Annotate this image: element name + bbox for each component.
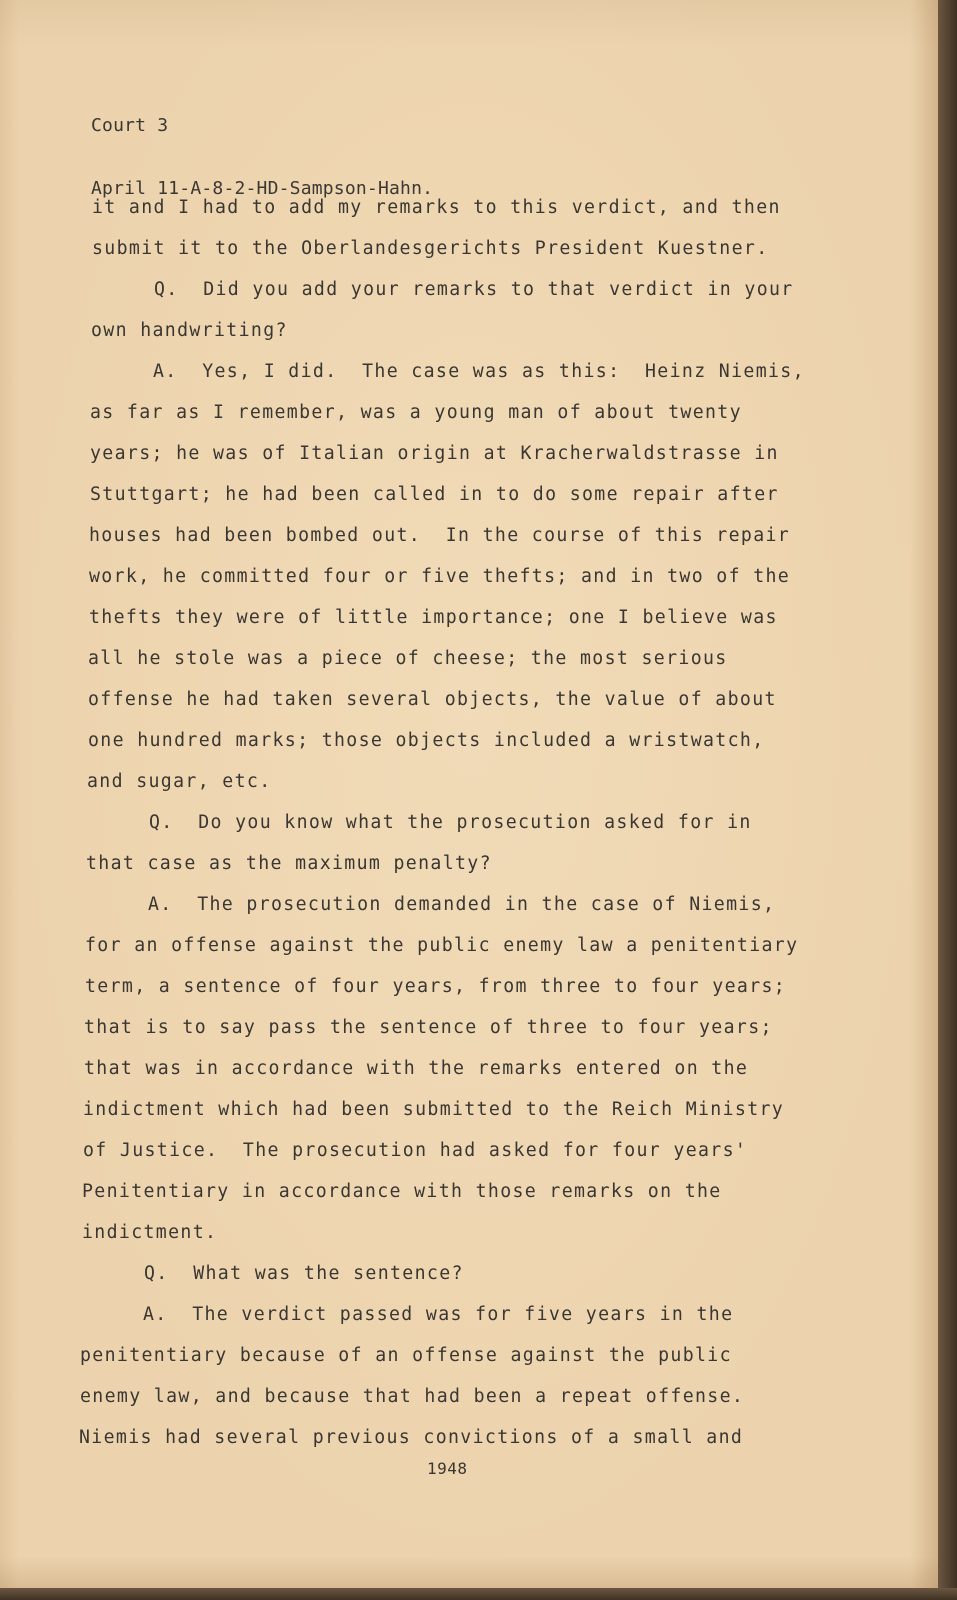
body-line: enemy law, and because that had been a repeat offense. — [80, 1386, 745, 1407]
body-line: A. The verdict passed was for five years in the — [143, 1304, 734, 1325]
body-line: offense he had taken several objects, the value of about — [88, 689, 777, 710]
body-line: thefts they were of little importance; one I believe was — [89, 607, 778, 628]
body-line: years; he was of Italian origin at Kracherwaldstrasse in — [90, 443, 779, 464]
body-line: houses had been bombed out. In the course of this repair — [89, 525, 791, 546]
page-number: 1948 — [427, 1459, 468, 1478]
body-line: indictment. — [82, 1222, 218, 1243]
body-line: that was in accordance with the remarks entered on the — [84, 1058, 749, 1079]
body-line: Penitentiary in accordance with those remarks on the — [82, 1181, 722, 1202]
body-line: one hundred marks; those objects included a wristwatch, — [88, 730, 765, 751]
body-line: Niemis had several previous convictions of a small and — [79, 1427, 744, 1448]
body-line: it and I had to add my remarks to this verdict, and then — [92, 197, 781, 218]
body-line: indictment which had been submitted to the Reich Ministry — [83, 1099, 785, 1120]
body-line: A. Yes, I did. The case was as this: Heinz Niemis, — [153, 361, 805, 382]
header-court: Court 3 — [91, 115, 169, 136]
body-line: Stuttgart; he had been called in to do some repair after — [90, 484, 779, 505]
scan-edge-right — [938, 0, 957, 1600]
body-line: that is to say pass the sentence of three to four years; — [84, 1017, 773, 1038]
body-line: penitentiary because of an offense against the public — [80, 1345, 732, 1366]
body-line: A. The prosecution demanded in the case of Niemis, — [148, 894, 776, 915]
body-line: submit it to the Oberlandesgerichts President Kuestner. — [92, 238, 769, 259]
body-line: as far as I remember, was a young man of about twenty — [90, 402, 742, 423]
body-line: Q. Did you add your remarks to that verdict in your — [154, 279, 794, 300]
body-line: for an offense against the public enemy law a penitentiary — [85, 935, 799, 956]
body-line: all he stole was a piece of cheese; the most serious — [88, 648, 728, 669]
body-line: Q. Do you know what the prosecution asked for in — [149, 812, 752, 833]
body-line: work, he committed four or five thefts; and in two of the — [89, 566, 791, 587]
body-line: that case as the maximum penalty? — [86, 853, 492, 874]
body-line: of Justice. The prosecution had asked for four years' — [83, 1140, 748, 1161]
body-line: term, a sentence of four years, from three to four years; — [85, 976, 787, 997]
body-line: and sugar, etc. — [87, 771, 272, 792]
header-reference: April 11-A-8-2-HD-Sampson-Hahn. — [91, 178, 434, 199]
scan-edge-bottom — [0, 1588, 957, 1600]
body-line: own handwriting? — [91, 320, 288, 341]
body-line: Q. What was the sentence? — [144, 1263, 464, 1284]
